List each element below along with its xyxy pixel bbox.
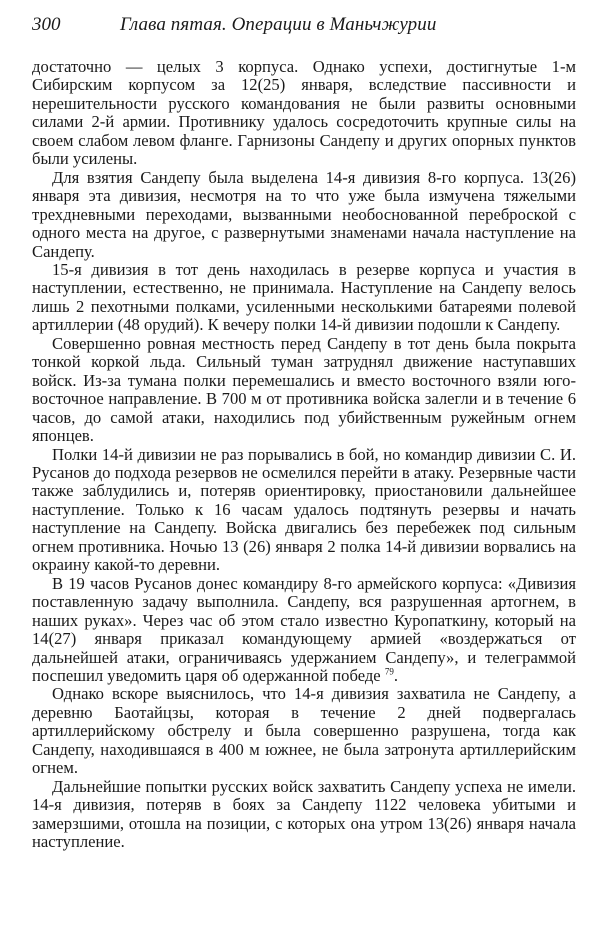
- paragraph-6: В 19 часов Русанов донес командиру 8-го армейского корпуса: «Дивизия поставленную задачу выполнила. Сандепу, вся разрушенная артогнем, в наших руках». Через час об этом стало известно Куропаткину, который на 14(27) января приказал командующему армией «воздержаться от дальнейшей атаки, ограничиваясь удержанием Сандепу», и телеграммой поспешил уведомить царя об одержанной победе $^{79}$.: [32, 573, 576, 685]
- paragraph-5: Полки 14-й дивизии не раз порывались в бой, но командир дивизии С. И. Русанов до подхода резервов не осмелился перейти в атаку. Резервные части также заблудились и, потеряв ориентировку, приостановили дальнейшее наступление. Только к 16 часам удалось подтянуть резервы и начать наступление на Сандепу. Войска двигались без перебежек под сильным огнем противника. Ночью 13 (26) января 2 полка 14-й дивизии ворвались на окраину какой-то деревни.: [32, 444, 576, 575]
- paragraph-1: достаточно — целых 3 корпуса. Однако успехи, достигнутые 1-м Сибирским корпусом за 12(25) января, вследствие пассивности и нерешительности русского командования не были развиты основными силами 2-й армии. Противнику удалось сосредоточить крупные силы на своем слабом левом фланге. Гарнизоны Сандепу и других опорных пунктов были усилены.: [32, 57, 576, 169]
- paragraph-7: Однако вскоре выяснилось, что 14-я дивизия захватила не Сандепу, а деревню Баотайцзы, которая в течение 2 дней подвергалась артиллерийскому обстрелу и была совершенно разрушена, тогда как Сандепу, находившаяся в 400 м южнее, не была затронута артиллерийским огнем.: [32, 684, 576, 778]
- paragraph-8: Дальнейшие попытки русских войск захватить Сандепу успеха не имели. 14-я дивизия, потеряв в боях за Сандепу 1122 человека убитыми и замерзшими, отошла на позиции, с которых она утром 13(26) января начала наступление.: [32, 776, 576, 852]
- running-title: Глава пятая. Операции в Маньчжурии: [120, 14, 437, 35]
- book-page: [32, 14, 576, 851]
- page-body: [32, 58, 576, 851]
- paragraph-6-text: В 19 часов Русанов донес командиру 8-го армейского корпуса: «Дивизия поставленную задачу выполнила. Сандепу, вся разрушенная артогнем, в наших руках». Через час об этом стало известно Куропаткину, который на 14(27) января приказал командующему армией «воздержаться от дальнейшей атаки, ограничиваясь удержанием Сандепу», и телеграммой поспешил уведомить царя об одержанной победе: [32, 573, 576, 685]
- paragraph-3: 15-я дивизия в тот день находилась в резерве корпуса и участия в наступлении, естественно, не принимала. Наступление на Сандепу велось лишь 2 пехотными полками, усиленными несколькими батареями полевой артиллерии (48 орудий). К вечеру полки 14-й дивизии подошли к Сандепу.: [32, 259, 576, 335]
- running-header: [32, 14, 576, 48]
- paragraph-4: Совершенно ровная местность перед Сандепу в тот день была покрыта тонкой коркой льда. Сильный туман затруднял движение наступавших войск. Из-за тумана полки перемешались и вместо восточного взяли юго-восточное направление. В 700 м от противника войска залегли и в течение 6 часов, до самой атаки, находились под убийственным ружейным огнем японцев.: [32, 333, 576, 446]
- page-number: 300: [32, 14, 61, 35]
- footnote-reference: 79: [384, 666, 394, 677]
- paragraph-2: Для взятия Сандепу была выделена 14-я дивизия 8-го корпуса. 13(26) января эта дивизия, несмотря на то что уже была измучена тяжелыми трехдневными переходами, вызванными необоснованной переброской с одного места на другое, с развернутыми знаменами начала наступление на Сандепу.: [32, 167, 576, 261]
